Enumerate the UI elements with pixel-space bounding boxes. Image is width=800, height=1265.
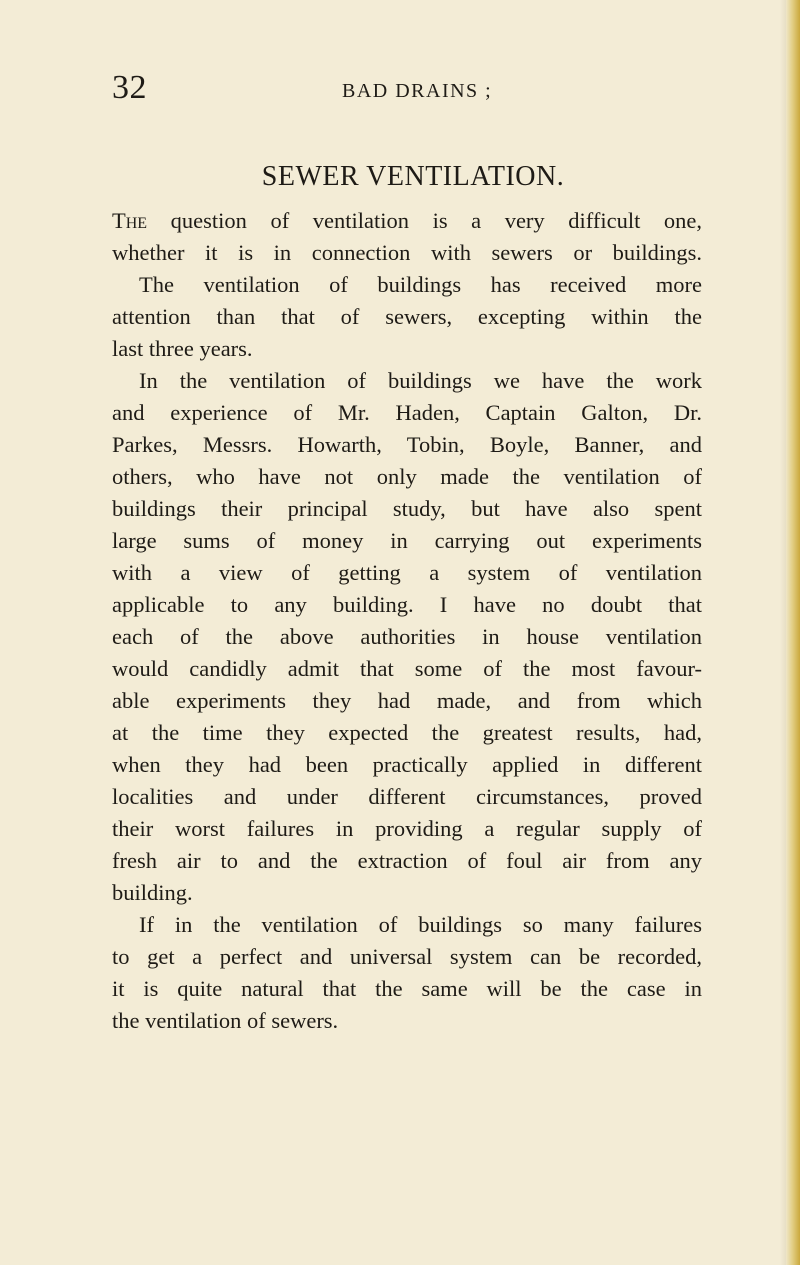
text-line: attention than that of sewers, excepting within the	[112, 304, 702, 329]
text-line: building.	[112, 880, 193, 905]
text-line: the ventilation of sewers.	[112, 1008, 339, 1033]
page-number: 32	[112, 69, 147, 106]
text-line: it is quite natural that the same will be the case in	[112, 976, 702, 1001]
text-line: with a view of getting a system of ventilation	[112, 560, 702, 585]
text-line: applicable to any building. I have no doubt that	[112, 592, 702, 617]
text-line: and experience of Mr. Haden, Captain Galton, Dr.	[112, 400, 702, 425]
text-line: In the ventilation of buildings we have the work	[139, 368, 702, 393]
lead-word: The	[112, 208, 148, 233]
running-head: BAD DRAINS ;	[342, 80, 493, 102]
text-line: at the time they expected the greatest results, had,	[112, 720, 702, 745]
text-line: each of the above authorities in house ventilation	[112, 624, 702, 649]
text-line	[112, 205, 702, 237]
line-text: question of ventilation is a very difficult one,	[147, 208, 702, 233]
text-line: whether it is in connection with sewers or buildings.	[112, 240, 702, 265]
text-line: The ventilation of buildings has received more	[139, 272, 702, 297]
text-line: If in the ventilation of buildings so many failures	[139, 912, 702, 937]
body-text	[112, 205, 702, 1037]
text-line: Parkes, Messrs. Howarth, Tobin, Boyle, Banner, and	[112, 432, 702, 457]
text-line: when they had been practically applied in different	[112, 752, 702, 777]
text-line: to get a perfect and universal system can be recorded,	[112, 944, 702, 969]
text-line: large sums of money in carrying out experiments	[112, 528, 702, 553]
text-line: localities and under different circumstances, proved	[112, 784, 702, 809]
text-line: buildings their principal study, but have also spent	[112, 496, 702, 521]
text-line: their worst failures in providing a regular supply of	[112, 816, 702, 841]
text-line: others, who have not only made the ventilation of	[112, 464, 702, 489]
section-title: SEWER VENTILATION.	[261, 161, 565, 192]
text-line: last three years.	[112, 336, 253, 361]
text-line: would candidly admit that some of the most favour-	[112, 656, 702, 681]
text-line: able experiments they had made, and from which	[112, 688, 702, 713]
text-line: fresh air to and the extraction of foul air from any	[112, 848, 702, 873]
